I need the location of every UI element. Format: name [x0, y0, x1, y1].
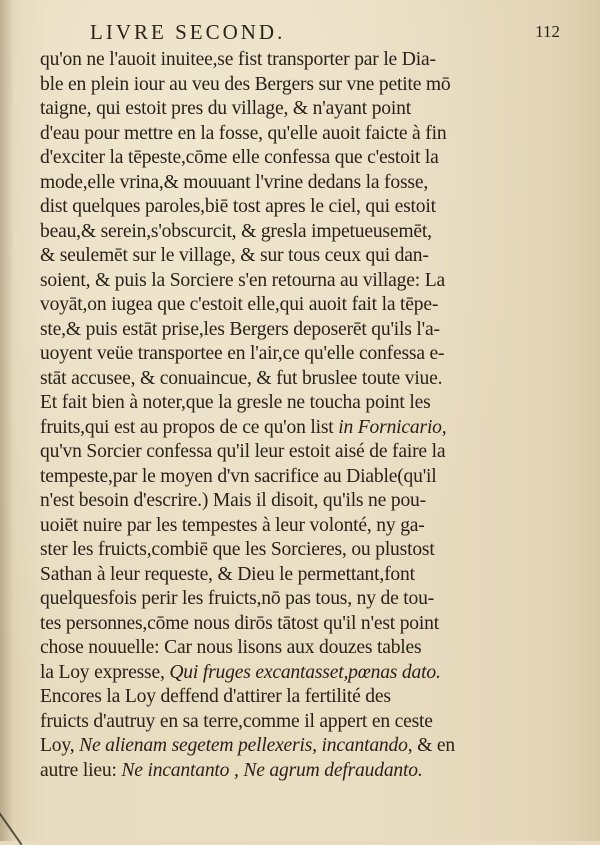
text-line: [40, 587, 588, 612]
text-line: [40, 220, 588, 245]
text-line: [40, 759, 588, 784]
text-segment: dist quelques paroles,biē tost apres le ciel, qui estoit: [40, 196, 436, 217]
text-line: [40, 269, 588, 294]
text-segment: Et fait bien à noter,que la gresle ne toucha point les: [40, 392, 431, 413]
text-line: [40, 48, 588, 73]
text-segment: d'exciter la tēpeste,cōme elle confessa que c'estoit la: [40, 147, 439, 168]
text-line: [40, 734, 588, 759]
gutter-shadow: [0, 0, 14, 841]
text-line: [40, 195, 588, 220]
page-number: 112: [535, 22, 560, 41]
text-segment: quelquesfois perir les fruicts,nō pas tous, ny de tou-: [40, 588, 435, 609]
text-segment: ster les fruicts,combiē que les Sorcieres, ou plustost: [40, 539, 435, 560]
text-segment: ble en plein iour au veu des Bergers sur vne petite mō: [40, 73, 451, 95]
text-segment: uoiēt nuire par les tempestes à leur volonté, ny ga-: [40, 514, 425, 536]
text-segment: n'est besoin d'escrire.) Mais il disoit, qu'ils ne pou-: [40, 490, 426, 511]
text-line: [40, 318, 588, 343]
text-segment: ste,& puis estāt prise,les Bergers deposerēt qu'ils l'a-: [40, 318, 440, 340]
text-line: [40, 146, 588, 171]
text-segment: Encores la Loy deffend d'attirer la fertilité des: [40, 686, 391, 707]
text-line: [40, 636, 588, 661]
text-segment: taigne, qui estoit pres du village, & n'ayant point: [40, 98, 411, 119]
text-line: [40, 171, 588, 196]
text-line: [40, 710, 588, 735]
text-line: [40, 465, 588, 490]
text-segment: mode,elle vrina,& mouuant l'vrine dedans la fosse,: [40, 171, 429, 193]
text-segment: qu'on ne l'auoit inuitee,se fist transporter par le Dia-: [40, 49, 436, 70]
text-segment: Sathan à leur requeste, & Dieu le permettant,font: [40, 563, 415, 585]
page-header: [40, 20, 560, 50]
text-line: [40, 440, 588, 465]
text-segment: autre lieu:: [40, 759, 122, 781]
text-segment: fruits,qui est au propos de ce qu'on list: [40, 416, 339, 438]
italic-text-segment: Ne alienam segetem pellexeris, incantando: [79, 735, 408, 756]
text-segment: soient, & puis la Sorciere s'en retourna au village: La: [40, 269, 445, 291]
text-line: [40, 612, 588, 637]
running-head: LIVRE SECOND.: [90, 20, 286, 44]
text-segment: & seulemēt sur le village, & sur tous ceux qui dan-: [40, 245, 429, 266]
text-segment: qu'vn Sorcier confessa qu'il leur estoit aisé de faire la: [40, 441, 446, 462]
text-line: [40, 97, 588, 122]
text-segment: voyāt,on iugea que c'estoit elle,qui auoit fait la tēpe-: [40, 294, 439, 315]
text-segment: , & en: [407, 735, 455, 756]
text-line: [40, 563, 588, 588]
text-segment: tes personnes,cōme nous dirōs tātost qu'il n'est point: [40, 612, 439, 634]
text-line: [40, 342, 588, 367]
text-line: [40, 514, 588, 539]
italic-text-segment: Ne incantanto , Ne agrum defraudanto.: [121, 759, 423, 781]
italic-text-segment: Qui fruges excantasset,pœnas dato.: [169, 661, 441, 683]
body-text: [40, 48, 588, 783]
text-line: [40, 122, 588, 147]
text-segment: la Loy expresse,: [40, 661, 170, 683]
text-line: [40, 391, 588, 416]
text-segment: stāt accusee, & conuaincue, & fut bruslee toute viue.: [40, 367, 443, 389]
text-segment: beau,& serein,s'obscurcit, & gresla impetueusemēt,: [40, 220, 432, 242]
text-line: [40, 293, 588, 318]
text-line: [40, 489, 588, 514]
text-segment: fruicts d'autruy en sa terre,comme il appert en ceste: [40, 710, 433, 732]
text-segment: tempeste,par le moyen d'vn sacrifice au Diable(qu'il: [40, 465, 437, 487]
text-segment: Loy,: [40, 735, 80, 756]
text-line: [40, 685, 588, 710]
text-line: [40, 244, 588, 269]
text-line: [40, 538, 588, 563]
text-segment: chose nouuelle: Car nous lisons aux douzes tables: [40, 637, 422, 658]
text-segment: d'eau pour mettre en la fosse, qu'elle auoit faicte à fin: [40, 122, 447, 144]
text-line: [40, 367, 588, 392]
text-line: [40, 416, 588, 441]
text-line: [40, 73, 588, 98]
text-segment: uoyent veüe transportee en l'air,ce qu'elle confessa e-: [40, 343, 445, 364]
text-line: [40, 661, 588, 686]
italic-text-segment: in Fornicario,: [338, 416, 447, 438]
